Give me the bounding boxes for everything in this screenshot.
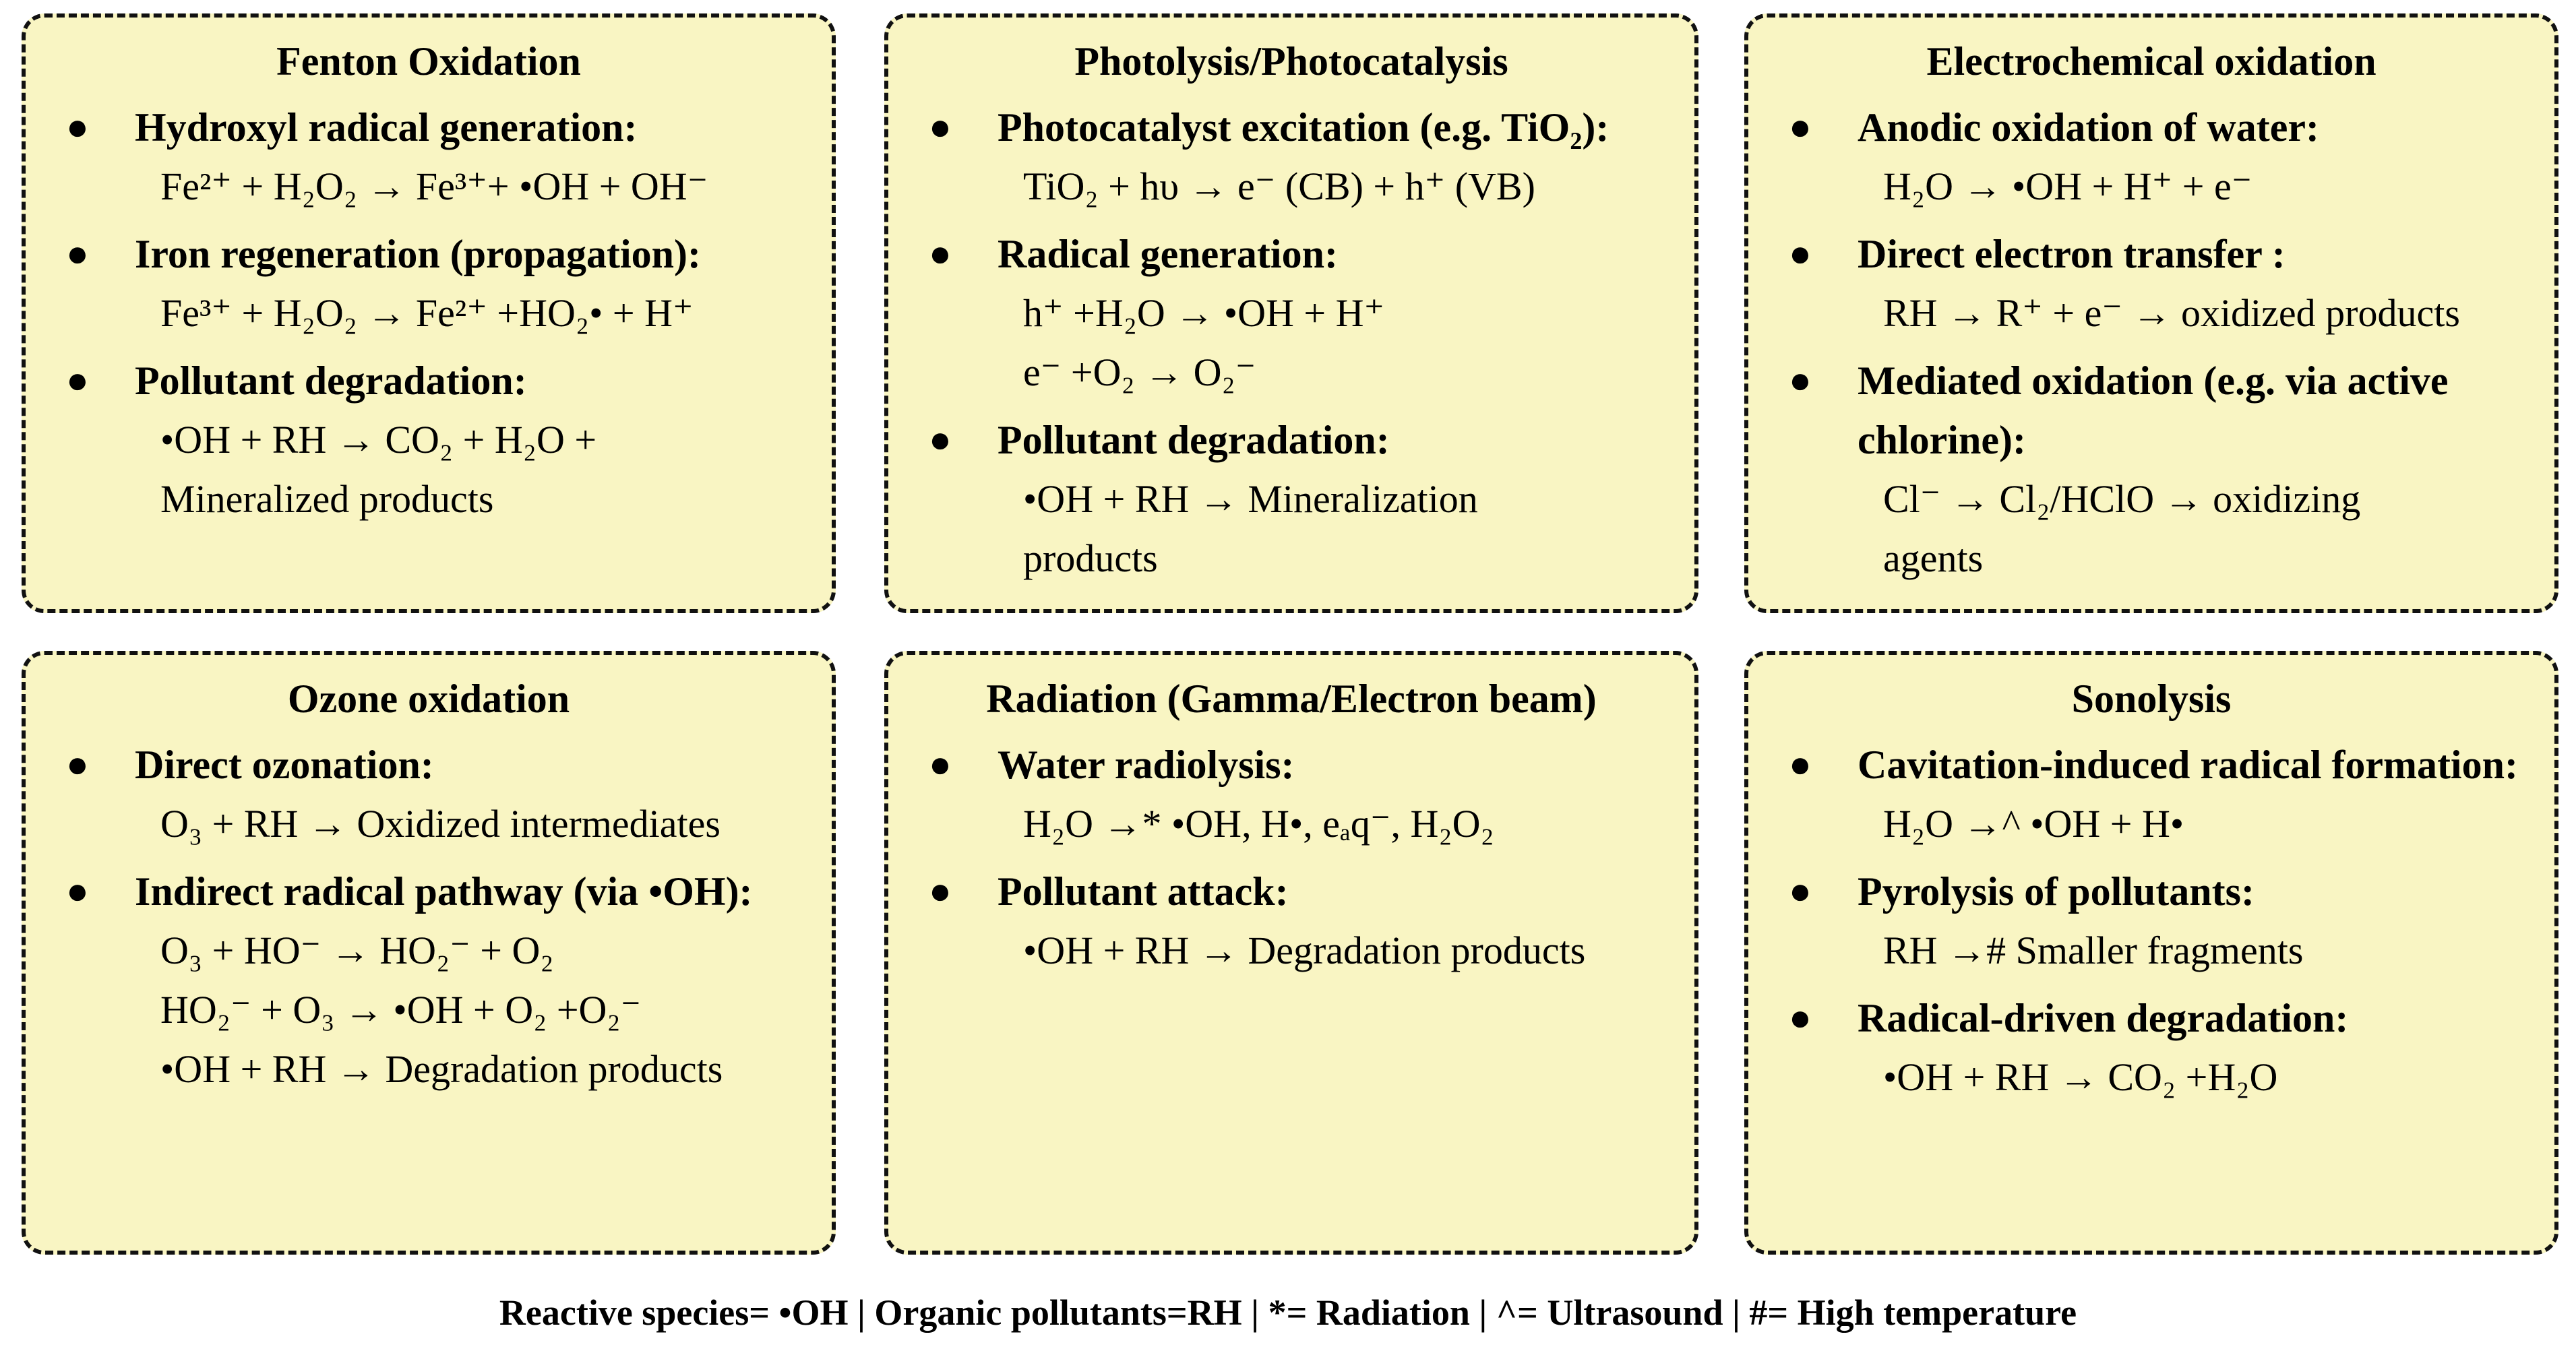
- equation: •OH + RH → CO₂ +H₂O: [1883, 1055, 2278, 1099]
- equation: Fe³⁺ + H₂O₂ → Fe²⁺ +HO₂• + H⁺: [160, 291, 694, 335]
- item-heading: Pollutant degradation:: [135, 358, 527, 403]
- equation: Fe²⁺ + H₂O₂ → Fe³⁺+ •OH + OH⁻: [160, 164, 708, 208]
- bullet-icon: ●: [66, 360, 89, 402]
- panel-title: Photolysis/Photocatalysis: [1074, 39, 1508, 84]
- list-item: [1779, 351, 2523, 588]
- item-heading: Water radiolysis:: [998, 743, 1295, 787]
- item-heading: Direct electron transfer :: [1858, 232, 2286, 276]
- panel-title: Fenton Oxidation: [276, 39, 581, 84]
- panel-fenton-oxidation: [22, 13, 836, 613]
- bullet-icon: ●: [66, 106, 89, 148]
- bullet-icon: ●: [929, 233, 952, 275]
- equation: RH → R⁺ + e⁻ → oxidized products: [1883, 291, 2460, 335]
- panel-ozone-oxidation: [22, 651, 836, 1255]
- panel-radiation: [884, 651, 1698, 1255]
- equation: •OH + RH → Mineralization: [1023, 477, 1478, 521]
- bullet-icon: ●: [929, 106, 952, 148]
- item-heading: Pollutant degradation:: [998, 418, 1390, 462]
- equation: agents: [1883, 536, 1984, 580]
- bullet-icon: ●: [66, 233, 89, 275]
- item-heading: Anodic oxidation of water:: [1858, 105, 2319, 150]
- list-item: [57, 735, 801, 854]
- panel-sonolysis: [1744, 651, 2558, 1255]
- panel-title: Radiation (Gamma/Electron beam): [986, 676, 1597, 721]
- panel-photolysis-photocatalysis: [884, 13, 1698, 613]
- list-item: [919, 735, 1663, 854]
- panel-electrochemical-oxidation: [1744, 13, 2558, 613]
- equation: Cl⁻ → Cl₂/HClO → oxidizing: [1883, 477, 2361, 521]
- list-item: [1779, 98, 2523, 216]
- item-heading: Hydroxyl radical generation:: [135, 105, 638, 150]
- equation: H₂O → •OH + H⁺ + e⁻: [1883, 164, 2252, 208]
- item-heading: Pyrolysis of pollutants:: [1858, 869, 2255, 914]
- list-item: [919, 224, 1663, 402]
- equation: •OH + RH → Degradation products: [160, 1047, 723, 1091]
- bullet-icon: ●: [1789, 997, 1812, 1039]
- panel-title: Ozone oxidation: [287, 676, 570, 721]
- list-item: [57, 224, 801, 343]
- item-heading: Direct ozonation:: [135, 743, 434, 787]
- list-item: [57, 862, 801, 1099]
- panel-title: Sonolysis: [2071, 676, 2232, 721]
- equation: HO₂⁻ + O₃ → •OH + O₂ +O₂⁻: [160, 988, 642, 1032]
- list-item: [1779, 224, 2523, 343]
- equation: O₃ + RH → Oxidized intermediates: [160, 802, 720, 846]
- bullet-icon: ●: [1789, 871, 1812, 912]
- legend-footer: Reactive species= •OH | Organic pollutants=RH | *= Radiation | ^= Ultrasound | #= High temperature: [499, 1292, 2077, 1333]
- item-heading: Photocatalyst excitation (e.g. TiO₂):: [998, 105, 1609, 150]
- item-heading: Radical-driven degradation:: [1858, 996, 2349, 1040]
- equation: H₂O →^ •OH + H•: [1883, 802, 2184, 846]
- bullet-icon: ●: [1789, 106, 1812, 148]
- bullet-icon: ●: [929, 871, 952, 912]
- bullet-icon: ●: [66, 871, 89, 912]
- item-heading: Pollutant attack:: [998, 869, 1289, 914]
- list-item: [919, 862, 1663, 980]
- list-item: [919, 98, 1663, 216]
- item-heading: Indirect radical pathway (via •OH):: [135, 869, 753, 914]
- bullet-icon: ●: [1789, 744, 1812, 786]
- list-item: [1779, 862, 2523, 980]
- bullet-icon: ●: [929, 419, 952, 461]
- equation: e⁻ +O₂ → O₂⁻: [1023, 350, 1256, 394]
- equation: products: [1023, 536, 1158, 580]
- equation: •OH + RH → Degradation products: [1023, 929, 1586, 972]
- list-item: [57, 351, 801, 529]
- item-heading: Mediated oxidation (e.g. via active chlorine):: [1858, 358, 2449, 462]
- equation: h⁺ +H₂O → •OH + H⁺: [1023, 291, 1385, 335]
- equation: •OH + RH → CO₂ + H₂O +: [160, 418, 597, 462]
- list-item: [1779, 735, 2523, 854]
- bullet-icon: ●: [1789, 233, 1812, 275]
- equation: Mineralized products: [160, 477, 494, 521]
- bullet-icon: ●: [929, 744, 952, 786]
- list-item: [1779, 988, 2523, 1107]
- item-heading: Iron regeneration (propagation):: [135, 232, 701, 276]
- list-item: [57, 98, 801, 216]
- panel-title: Electrochemical oxidation: [1926, 39, 2376, 84]
- bullet-icon: ●: [1789, 360, 1812, 402]
- equation: O₃ + HO⁻ → HO₂⁻ + O₂: [160, 929, 554, 972]
- equation: H₂O →* •OH, H•, eₐq⁻, H₂O₂: [1023, 802, 1494, 846]
- equation: TiO₂ + hυ → e⁻ (CB) + h⁺ (VB): [1023, 164, 1535, 208]
- item-heading: Cavitation-induced radical formation:: [1858, 743, 2518, 787]
- item-heading: Radical generation:: [998, 232, 1338, 276]
- bullet-icon: ●: [66, 744, 89, 786]
- list-item: [919, 410, 1663, 588]
- equation: RH →# Smaller fragments: [1883, 929, 2304, 972]
